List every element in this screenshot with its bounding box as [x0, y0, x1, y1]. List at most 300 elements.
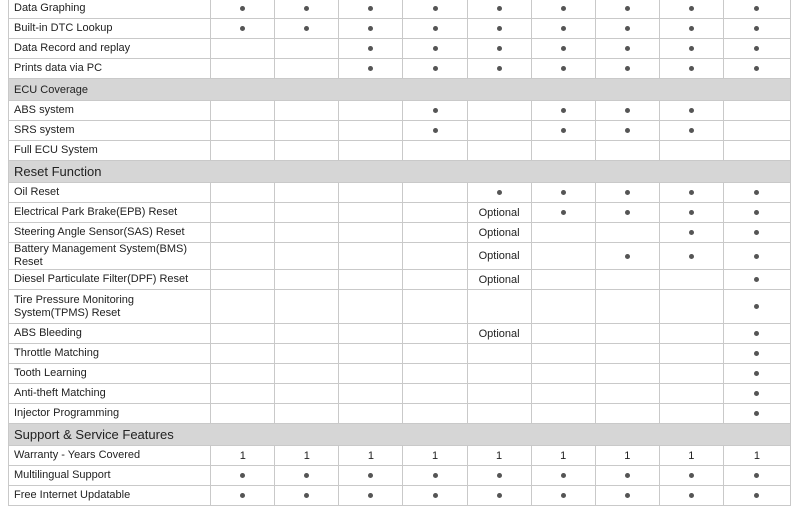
- table-cell: [467, 101, 531, 121]
- bullet-icon: [433, 128, 438, 133]
- table-cell: [403, 364, 467, 384]
- table-cell: [211, 59, 275, 79]
- bullet-icon: [561, 473, 566, 478]
- table-cell: [531, 59, 595, 79]
- table-cell: [467, 404, 531, 424]
- bullet-icon: [304, 26, 309, 31]
- table-cell: [595, 183, 659, 203]
- table-cell: [403, 404, 467, 424]
- table-cell: [211, 223, 275, 243]
- cell-value: Optional: [478, 206, 520, 219]
- table-cell: [467, 0, 531, 19]
- table-row: [9, 344, 791, 364]
- bullet-icon: [689, 108, 694, 113]
- table-cell: [275, 324, 339, 344]
- feature-label: Free Internet Updatable: [9, 486, 211, 506]
- table-cell: [211, 384, 275, 404]
- bullet-icon: [368, 66, 373, 71]
- feature-label: ABS Bleeding: [9, 324, 211, 344]
- table-cell: [467, 59, 531, 79]
- cell-value: 1: [624, 449, 631, 462]
- bullet-icon: [433, 66, 438, 71]
- cell-value: Optional: [478, 327, 520, 340]
- bullet-icon: [754, 411, 759, 416]
- table-cell: [403, 270, 467, 290]
- bullet-icon: [433, 108, 438, 113]
- table-cell: [723, 19, 790, 39]
- table-cell: [339, 290, 403, 324]
- bullet-icon: [625, 108, 630, 113]
- table-cell: [659, 101, 723, 121]
- table-cell: [723, 59, 790, 79]
- table-cell: [467, 324, 531, 344]
- table-cell: [723, 446, 790, 466]
- bullet-icon: [754, 473, 759, 478]
- bullet-icon: [240, 493, 245, 498]
- table-cell: [339, 324, 403, 344]
- table-cell: [339, 101, 403, 121]
- bullet-icon: [304, 493, 309, 498]
- table-row: [9, 59, 791, 79]
- table-row: [9, 466, 791, 486]
- table-cell: [723, 290, 790, 324]
- bullet-icon: [368, 493, 373, 498]
- table-row: [9, 223, 791, 243]
- bullet-icon: [625, 66, 630, 71]
- table-cell: [531, 446, 595, 466]
- table-cell: [403, 0, 467, 19]
- table-cell: [339, 59, 403, 79]
- table-row: [9, 121, 791, 141]
- table-cell: [595, 466, 659, 486]
- table-cell: [531, 19, 595, 39]
- table-cell: [595, 324, 659, 344]
- table-cell: [403, 19, 467, 39]
- table-cell: [595, 39, 659, 59]
- table-cell: [339, 121, 403, 141]
- table-cell: [659, 39, 723, 59]
- table-cell: [467, 384, 531, 404]
- cell-value: 1: [496, 449, 503, 462]
- bullet-icon: [561, 210, 566, 215]
- section-title: Support & Service Features: [9, 424, 791, 446]
- table-cell: [531, 121, 595, 141]
- table-cell: [595, 486, 659, 506]
- bullet-icon: [625, 493, 630, 498]
- cell-value: 1: [560, 449, 567, 462]
- table-cell: [659, 290, 723, 324]
- table-cell: [275, 344, 339, 364]
- feature-label: Data Graphing: [9, 0, 211, 19]
- table-cell: [595, 446, 659, 466]
- bullet-icon: [497, 473, 502, 478]
- feature-label: SRS system: [9, 121, 211, 141]
- table-cell: [531, 384, 595, 404]
- bullet-icon: [689, 254, 694, 259]
- section-header-row: [9, 424, 791, 446]
- table-cell: [595, 0, 659, 19]
- table-cell: [211, 243, 275, 270]
- bullet-icon: [754, 230, 759, 235]
- table-cell: [403, 121, 467, 141]
- table-row: [9, 364, 791, 384]
- table-cell: [339, 203, 403, 223]
- table-cell: [531, 243, 595, 270]
- feature-label: Full ECU System: [9, 141, 211, 161]
- table-cell: [659, 486, 723, 506]
- table-cell: [275, 141, 339, 161]
- bullet-icon: [754, 210, 759, 215]
- feature-label: Electrical Park Brake(EPB) Reset: [9, 203, 211, 223]
- table-row: [9, 324, 791, 344]
- bullet-icon: [625, 6, 630, 11]
- table-row: [9, 404, 791, 424]
- bullet-icon: [368, 6, 373, 11]
- table-cell: [339, 466, 403, 486]
- bullet-icon: [561, 190, 566, 195]
- table-cell: [403, 344, 467, 364]
- bullet-icon: [689, 46, 694, 51]
- bullet-icon: [754, 26, 759, 31]
- bullet-icon: [754, 331, 759, 336]
- table-cell: [595, 59, 659, 79]
- table-cell: [403, 384, 467, 404]
- table-cell: [531, 344, 595, 364]
- table-cell: [403, 101, 467, 121]
- table-cell: [659, 364, 723, 384]
- table-cell: [403, 446, 467, 466]
- bullet-icon: [497, 190, 502, 195]
- bullet-icon: [625, 26, 630, 31]
- table-cell: [531, 223, 595, 243]
- table-cell: [595, 344, 659, 364]
- bullet-icon: [754, 46, 759, 51]
- table-row: [9, 446, 791, 466]
- table-cell: [467, 270, 531, 290]
- table-row: [9, 183, 791, 203]
- feature-label: Prints data via PC: [9, 59, 211, 79]
- table-cell: [211, 141, 275, 161]
- table-cell: [211, 19, 275, 39]
- table-cell: [211, 344, 275, 364]
- table-cell: [595, 270, 659, 290]
- bullet-icon: [433, 6, 438, 11]
- table-cell: [531, 141, 595, 161]
- bullet-icon: [689, 493, 694, 498]
- table-cell: [723, 223, 790, 243]
- table-cell: [595, 384, 659, 404]
- table-cell: [211, 0, 275, 19]
- table-cell: [595, 121, 659, 141]
- table-cell: [723, 0, 790, 19]
- section-header-row: [9, 79, 791, 101]
- bullet-icon: [689, 210, 694, 215]
- table-row: [9, 19, 791, 39]
- bullet-icon: [368, 46, 373, 51]
- table-cell: [211, 39, 275, 59]
- table-cell: [723, 384, 790, 404]
- table-cell: [531, 324, 595, 344]
- table-row: [9, 243, 791, 270]
- cell-value: Optional: [478, 226, 520, 239]
- cell-value: Optional: [478, 250, 520, 262]
- bullet-icon: [754, 493, 759, 498]
- table-cell: [467, 344, 531, 364]
- table-cell: [723, 324, 790, 344]
- table-cell: [467, 183, 531, 203]
- table-cell: [467, 466, 531, 486]
- bullet-icon: [689, 190, 694, 195]
- feature-label: Tooth Learning: [9, 364, 211, 384]
- table-cell: [723, 404, 790, 424]
- table-cell: [339, 0, 403, 19]
- table-cell: [339, 364, 403, 384]
- table-cell: [275, 223, 339, 243]
- table-cell: [723, 486, 790, 506]
- bullet-icon: [689, 66, 694, 71]
- table-cell: [531, 270, 595, 290]
- feature-label: Diesel Particulate Filter(DPF) Reset: [9, 270, 211, 290]
- table-cell: [723, 101, 790, 121]
- table-cell: [403, 243, 467, 270]
- table-cell: [723, 203, 790, 223]
- bullet-icon: [497, 493, 502, 498]
- table-cell: [403, 466, 467, 486]
- table-cell: [659, 141, 723, 161]
- table-cell: [211, 121, 275, 141]
- table-cell: [275, 446, 339, 466]
- table-cell: [275, 101, 339, 121]
- table-cell: [659, 344, 723, 364]
- feature-label: Injector Programming: [9, 404, 211, 424]
- bullet-icon: [754, 391, 759, 396]
- table-cell: [467, 39, 531, 59]
- table-cell: [211, 270, 275, 290]
- bullet-icon: [689, 128, 694, 133]
- section-title: ECU Coverage: [9, 79, 791, 101]
- table-row: [9, 39, 791, 59]
- bullet-icon: [561, 26, 566, 31]
- table-cell: [467, 141, 531, 161]
- table-cell: [723, 270, 790, 290]
- bullet-icon: [689, 26, 694, 31]
- table-cell: [531, 183, 595, 203]
- table-cell: [659, 324, 723, 344]
- table-cell: [275, 183, 339, 203]
- table-cell: [339, 404, 403, 424]
- table-cell: [275, 404, 339, 424]
- cell-value: 1: [239, 449, 246, 462]
- bullet-icon: [368, 473, 373, 478]
- table-cell: [339, 486, 403, 506]
- bullet-icon: [689, 473, 694, 478]
- table-cell: [659, 270, 723, 290]
- table-cell: [211, 466, 275, 486]
- bullet-icon: [754, 371, 759, 376]
- table-cell: [531, 404, 595, 424]
- bullet-icon: [561, 493, 566, 498]
- table-cell: [339, 344, 403, 364]
- table-cell: [211, 203, 275, 223]
- bullet-icon: [497, 26, 502, 31]
- table-cell: [339, 243, 403, 270]
- table-cell: [275, 0, 339, 19]
- bullet-icon: [754, 351, 759, 356]
- table-cell: [339, 19, 403, 39]
- table-row: [9, 203, 791, 223]
- feature-label: Oil Reset: [9, 183, 211, 203]
- table-row: [9, 384, 791, 404]
- table-cell: [403, 324, 467, 344]
- table-cell: [467, 446, 531, 466]
- table-cell: [211, 290, 275, 324]
- table-cell: [659, 59, 723, 79]
- table-cell: [403, 486, 467, 506]
- table-cell: [531, 290, 595, 324]
- table-cell: [339, 141, 403, 161]
- table-cell: [275, 364, 339, 384]
- table-cell: [275, 290, 339, 324]
- bullet-icon: [433, 46, 438, 51]
- table-cell: [403, 59, 467, 79]
- table-cell: [467, 364, 531, 384]
- table-cell: [723, 141, 790, 161]
- table-cell: [659, 19, 723, 39]
- table-cell: [659, 446, 723, 466]
- bullet-icon: [304, 473, 309, 478]
- section-header-row: [9, 161, 791, 183]
- bullet-icon: [754, 254, 759, 259]
- bullet-icon: [240, 473, 245, 478]
- table-cell: [467, 243, 531, 270]
- table-cell: [595, 243, 659, 270]
- bullet-icon: [689, 6, 694, 11]
- table-cell: [339, 223, 403, 243]
- bullet-icon: [625, 254, 630, 259]
- bullet-icon: [625, 190, 630, 195]
- table-cell: [275, 243, 339, 270]
- table-cell: [659, 121, 723, 141]
- feature-label: Tire Pressure Monitoring System(TPMS) Reset: [9, 290, 211, 324]
- feature-label: Throttle Matching: [9, 344, 211, 364]
- table-cell: [275, 59, 339, 79]
- table-cell: [339, 270, 403, 290]
- bullet-icon: [561, 46, 566, 51]
- bullet-icon: [625, 46, 630, 51]
- table-cell: [275, 486, 339, 506]
- table-cell: [211, 404, 275, 424]
- table-cell: [211, 101, 275, 121]
- table-cell: [723, 121, 790, 141]
- table-cell: [723, 364, 790, 384]
- table-cell: [531, 0, 595, 19]
- table-cell: [531, 39, 595, 59]
- table-cell: [659, 203, 723, 223]
- table-cell: [595, 290, 659, 324]
- bullet-icon: [625, 210, 630, 215]
- bullet-icon: [754, 277, 759, 282]
- table-row: [9, 101, 791, 121]
- feature-label: Built-in DTC Lookup: [9, 19, 211, 39]
- bullet-icon: [561, 108, 566, 113]
- table-cell: [403, 141, 467, 161]
- table-cell: [595, 404, 659, 424]
- table-cell: [211, 486, 275, 506]
- table-cell: [403, 290, 467, 324]
- cell-value: 1: [688, 449, 695, 462]
- table-cell: [339, 446, 403, 466]
- table-cell: [339, 183, 403, 203]
- table-cell: [659, 243, 723, 270]
- bullet-icon: [368, 26, 373, 31]
- table-cell: [275, 121, 339, 141]
- table-cell: [531, 466, 595, 486]
- bullet-icon: [561, 128, 566, 133]
- table-cell: [723, 344, 790, 364]
- table-cell: [531, 364, 595, 384]
- table-row: [9, 290, 791, 324]
- table-cell: [275, 19, 339, 39]
- table-cell: [339, 39, 403, 59]
- table-cell: [211, 446, 275, 466]
- bullet-icon: [240, 26, 245, 31]
- table-cell: [275, 384, 339, 404]
- table-cell: [467, 121, 531, 141]
- feature-label: Warranty - Years Covered: [9, 446, 211, 466]
- feature-label: Data Record and replay: [9, 39, 211, 59]
- bullet-icon: [561, 66, 566, 71]
- bullet-icon: [433, 473, 438, 478]
- section-title: Reset Function: [9, 161, 791, 183]
- table-cell: [531, 101, 595, 121]
- table-cell: [723, 183, 790, 203]
- table-cell: [403, 183, 467, 203]
- table-cell: [659, 466, 723, 486]
- table-cell: [531, 203, 595, 223]
- feature-comparison-table: [8, 0, 791, 506]
- table-cell: [403, 39, 467, 59]
- table-cell: [275, 270, 339, 290]
- bullet-icon: [497, 66, 502, 71]
- bullet-icon: [433, 26, 438, 31]
- bullet-icon: [754, 66, 759, 71]
- table-cell: [467, 203, 531, 223]
- table-row: [9, 141, 791, 161]
- table-cell: [275, 39, 339, 59]
- cell-value: Optional: [478, 273, 520, 286]
- cell-value: 1: [753, 449, 760, 462]
- table-cell: [595, 19, 659, 39]
- bullet-icon: [754, 304, 759, 309]
- table-cell: [723, 466, 790, 486]
- bullet-icon: [689, 230, 694, 235]
- table-cell: [595, 141, 659, 161]
- table-cell: [723, 39, 790, 59]
- cell-value: 1: [367, 449, 374, 462]
- bullet-icon: [433, 493, 438, 498]
- table-cell: [211, 324, 275, 344]
- table-cell: [211, 364, 275, 384]
- table-cell: [595, 364, 659, 384]
- table-cell: [467, 223, 531, 243]
- table-row: [9, 486, 791, 506]
- table-cell: [403, 223, 467, 243]
- bullet-icon: [625, 473, 630, 478]
- table-cell: [595, 101, 659, 121]
- table-cell: [467, 486, 531, 506]
- table-cell: [723, 243, 790, 270]
- bullet-icon: [754, 6, 759, 11]
